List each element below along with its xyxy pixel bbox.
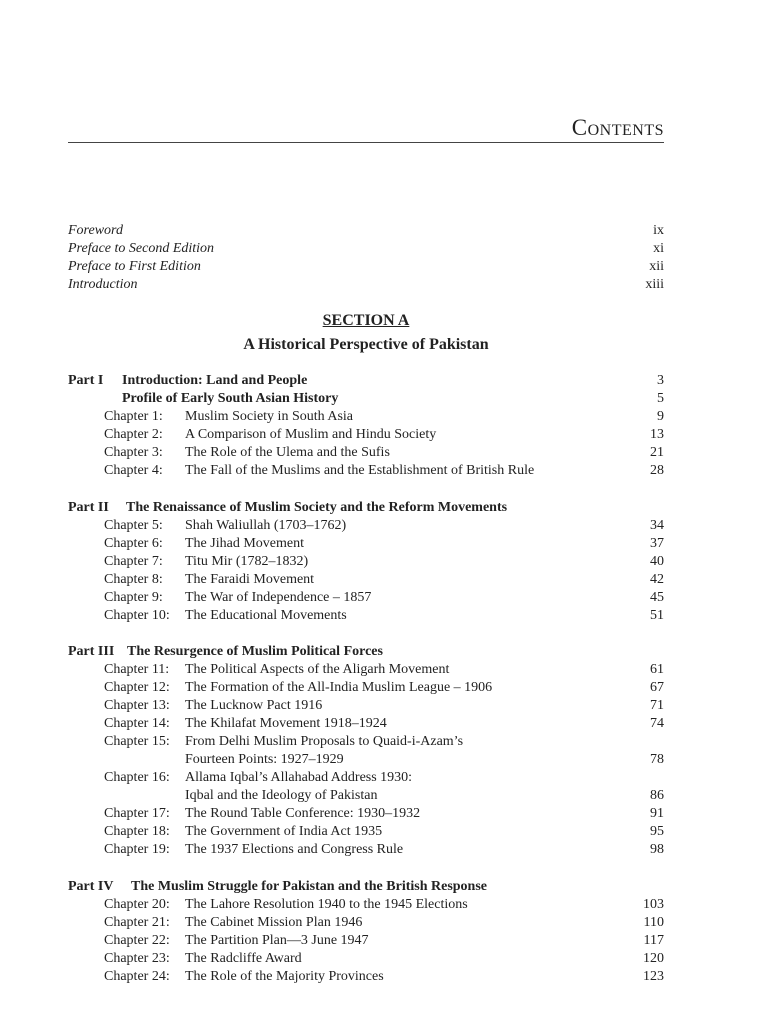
chapter-title: The Khilafat Movement 1918–1924	[185, 716, 387, 731]
chapter-label: Chapter 8:	[104, 572, 163, 587]
chapter-label: Chapter 16:	[104, 770, 170, 785]
chapter-entry[interactable]	[68, 697, 664, 715]
toc-page-number: xi	[653, 241, 664, 256]
chapter-entry[interactable]	[68, 679, 664, 697]
chapter-title: Fourteen Points: 1927–1929	[185, 752, 344, 767]
title-rule	[68, 142, 664, 143]
chapter-entry[interactable]	[68, 914, 664, 932]
chapter-entry[interactable]	[68, 841, 664, 859]
chapter-label: Chapter 22:	[104, 933, 170, 948]
section-title-text: SECTION A	[322, 312, 410, 329]
toc-front-entry[interactable]	[68, 258, 664, 276]
chapter-entry[interactable]	[68, 535, 664, 553]
toc-page-number: xiii	[645, 277, 664, 292]
chapter-entry[interactable]	[68, 896, 664, 914]
toc-page-number: 67	[650, 680, 664, 695]
toc-page-number: 95	[650, 824, 664, 839]
toc-page-number: 37	[650, 536, 664, 551]
part-heading[interactable]	[68, 878, 664, 896]
chapter-title: The Government of India Act 1935	[185, 824, 383, 839]
chapter-label: Chapter 20:	[104, 897, 170, 912]
chapter-title: The Role of the Majority Provinces	[185, 969, 384, 984]
chapter-entry[interactable]	[68, 553, 664, 571]
chapter-label: Chapter 1:	[104, 409, 163, 424]
chapter-label: Chapter 21:	[104, 915, 170, 930]
toc-front-title: Preface to Second Edition	[68, 241, 215, 256]
chapter-label: Chapter 19:	[104, 842, 170, 857]
toc-page-number: 13	[650, 427, 664, 442]
part-title: Introduction: Land and People	[122, 373, 308, 388]
part-title: The Resurgence of Muslim Political Forces	[127, 644, 383, 659]
toc-front-entry[interactable]	[68, 222, 664, 240]
chapter-entry[interactable]	[68, 607, 664, 625]
section-title	[68, 311, 664, 331]
chapter-title: The Fall of the Muslims and the Establishment of British Rule	[185, 463, 535, 478]
chapter-title: The War of Independence – 1857	[185, 590, 372, 605]
chapter-entry[interactable]	[68, 805, 664, 823]
chapter-title: The Partition Plan—3 June 1947	[185, 933, 369, 948]
toc-page-number: 21	[650, 445, 664, 460]
part-label: Part IV	[68, 879, 114, 894]
chapter-entry[interactable]	[68, 444, 664, 462]
toc-page-number: 40	[650, 554, 664, 569]
chapter-label: Chapter 12:	[104, 680, 170, 695]
chapter-title: Titu Mir (1782–1832)	[185, 554, 309, 569]
part-label: Part II	[68, 500, 109, 515]
chapter-entry[interactable]	[68, 769, 664, 787]
toc-page-number: ix	[653, 223, 664, 238]
chapter-title: Muslim Society in South Asia	[185, 409, 354, 424]
chapter-entry[interactable]	[68, 462, 664, 480]
toc-page-number: 74	[650, 716, 664, 731]
chapter-title: The Educational Movements	[185, 608, 347, 623]
toc-page-number: 120	[643, 951, 664, 966]
chapter-label: Chapter 24:	[104, 969, 170, 984]
chapter-title: Shah Waliullah (1703–1762)	[185, 518, 347, 533]
toc-page-number: 34	[650, 518, 664, 533]
toc-front-entry[interactable]	[68, 240, 664, 258]
part-title: The Renaissance of Muslim Society and the Reform Movements	[126, 500, 508, 515]
chapter-title: Iqbal and the Ideology of Pakistan	[185, 788, 378, 803]
toc-page-number: 98	[650, 842, 664, 857]
toc-page-number: 61	[650, 662, 664, 677]
toc-page-number: 123	[643, 969, 664, 984]
toc-page-number: 9	[657, 409, 664, 424]
chapter-entry[interactable]	[68, 950, 664, 968]
chapter-label: Chapter 6:	[104, 536, 163, 551]
chapter-title: The Radcliffe Award	[185, 951, 302, 966]
toc-page-number: 78	[650, 752, 664, 767]
chapter-label: Chapter 11:	[104, 662, 170, 677]
part-heading[interactable]	[68, 643, 664, 661]
chapter-label: Chapter 4:	[104, 463, 163, 478]
section-subtitle: A Historical Perspective of Pakistan	[243, 336, 489, 353]
chapter-title: The Cabinet Mission Plan 1946	[185, 915, 363, 930]
chapter-label: Chapter 5:	[104, 518, 163, 533]
chapter-label: Chapter 14:	[104, 716, 170, 731]
chapter-entry[interactable]	[68, 932, 664, 950]
toc-page-number: 51	[650, 608, 664, 623]
chapter-entry[interactable]	[68, 823, 664, 841]
toc-page-number: 91	[650, 806, 664, 821]
chapter-label: Chapter 10:	[104, 608, 170, 623]
chapter-title: Allama Iqbal’s Allahabad Address 1930:	[185, 770, 413, 785]
toc-front-title: Preface to First Edition	[68, 259, 201, 274]
chapter-title: A Comparison of Muslim and Hindu Society	[185, 427, 437, 442]
chapter-entry[interactable]	[68, 517, 664, 535]
chapter-entry[interactable]	[68, 408, 664, 426]
chapter-label: Chapter 13:	[104, 698, 170, 713]
toc-page-number: 103	[643, 897, 664, 912]
toc-page-number: 28	[650, 463, 664, 478]
chapter-entry[interactable]	[68, 733, 664, 751]
chapter-entry[interactable]	[68, 968, 664, 986]
toc-page-number: xii	[649, 259, 664, 274]
chapter-entry[interactable]	[68, 589, 664, 607]
page-title: Contents	[571, 115, 664, 140]
chapter-title: The Jihad Movement	[185, 536, 304, 551]
toc-page-number: 86	[650, 788, 664, 803]
toc-front-title: Introduction	[68, 277, 138, 292]
chapter-entry[interactable]	[68, 426, 664, 444]
chapter-title: The 1937 Elections and Congress Rule	[185, 842, 404, 857]
chapter-entry[interactable]	[68, 715, 664, 733]
chapter-title: The Lahore Resolution 1940 to the 1945 Elections	[185, 897, 468, 912]
chapter-entry[interactable]	[68, 661, 664, 679]
part-title: Profile of Early South Asian History	[122, 391, 339, 406]
chapter-label: Chapter 18:	[104, 824, 170, 839]
chapter-title: From Delhi Muslim Proposals to Quaid-i-Azam’s	[185, 734, 464, 749]
chapter-title: The Political Aspects of the Aligarh Movement	[185, 662, 450, 677]
chapter-title: The Round Table Conference: 1930–1932	[185, 806, 421, 821]
part-label: Part III	[68, 644, 115, 659]
chapter-title: The Faraidi Movement	[185, 572, 315, 587]
chapter-label: Chapter 2:	[104, 427, 163, 442]
chapter-title: The Formation of the All-India Muslim League – 1906	[185, 680, 493, 695]
part-heading-line[interactable]	[68, 390, 664, 408]
part-label: Part I	[68, 373, 104, 388]
toc-page-number: 45	[650, 590, 664, 605]
toc-page-number: 110	[643, 915, 664, 930]
toc-page-number: 117	[643, 933, 664, 948]
chapter-entry-continued[interactable]	[68, 751, 664, 769]
part-heading[interactable]	[68, 372, 664, 390]
part-heading[interactable]	[68, 499, 664, 517]
toc-page-number: 42	[650, 572, 664, 587]
chapter-label: Chapter 3:	[104, 445, 163, 460]
chapter-title: The Role of the Ulema and the Sufis	[185, 445, 390, 460]
toc-front-title: Foreword	[68, 223, 123, 238]
chapter-label: Chapter 23:	[104, 951, 170, 966]
part-title: The Muslim Struggle for Pakistan and the British Response	[131, 879, 487, 894]
chapter-label: Chapter 15:	[104, 734, 170, 749]
chapter-entry[interactable]	[68, 571, 664, 589]
toc-page-number: 5	[657, 391, 664, 406]
chapter-label: Chapter 17:	[104, 806, 170, 821]
chapter-label: Chapter 9:	[104, 590, 163, 605]
toc-page-number: 3	[657, 373, 664, 388]
toc-front-entry[interactable]	[68, 276, 664, 294]
chapter-entry-continued[interactable]	[68, 787, 664, 805]
chapter-title: The Lucknow Pact 1916	[185, 698, 323, 713]
chapter-label: Chapter 7:	[104, 554, 163, 569]
toc-page-number: 71	[650, 698, 664, 713]
